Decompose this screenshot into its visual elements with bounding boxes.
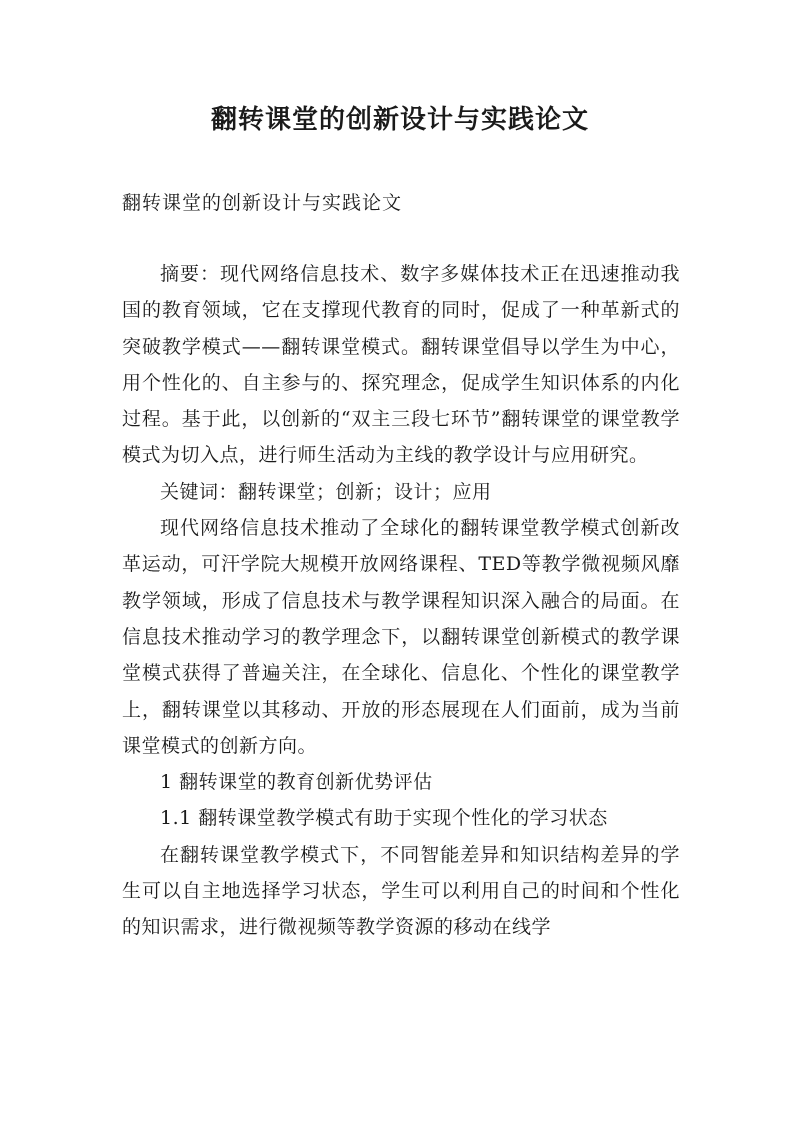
body-paragraph: 在翻转课堂教学模式下，不同智能差异和知识结构差异的学生可以自主地选择学习状态，学生可以利用自己的时间和个性化的知识需求，进行微视频等教学资源的移动在线学: [122, 843, 680, 939]
document-subtitle: 翻转课堂的创新设计与实践论文: [122, 192, 403, 214]
document-title: 翻转课堂的创新设计与实践论文: [210, 105, 589, 135]
subsection-heading: 1.1 翻转课堂教学模式有助于实现个性化的学习状态: [160, 807, 608, 830]
keywords-paragraph: 关键词：翻转课堂；创新；设计；应用: [160, 480, 492, 503]
abstract-paragraph: 摘要：现代网络信息技术、数字多媒体技术正在迅速推动我国的教育领域，它在支撑现代教育的同时，促成了一种革新式的突破教学模式——翻转课堂模式。翻转课堂倡导以学生为中心，用个性化的、自主参与的、探究理念，促成学生知识体系的内化过程。基于此，以创新的“双主三段七环节”翻转课堂的课堂教学模式为切入点，进行师生活动为主线的教学设计与应用研究。: [122, 263, 680, 467]
section-heading: 1 翻转课堂的教育创新优势评估: [160, 771, 433, 794]
intro-paragraph: 现代网络信息技术推动了全球化的翻转课堂教学模式创新改革运动，可汗学院大规模开放网络课程、TED等教学微视频风靡教学领域，形成了信息技术与教学课程知识深入融合的局面。在信息技术推动学习的教学理念下，以翻转课堂创新模式的教学课堂模式获得了普遍关注，在全球化、信息化、个性化的课堂教学上，翻转课堂以其移动、开放的形态展现在人们面前，成为当前课堂模式的创新方向。: [122, 517, 680, 757]
document-body: [122, 256, 680, 946]
